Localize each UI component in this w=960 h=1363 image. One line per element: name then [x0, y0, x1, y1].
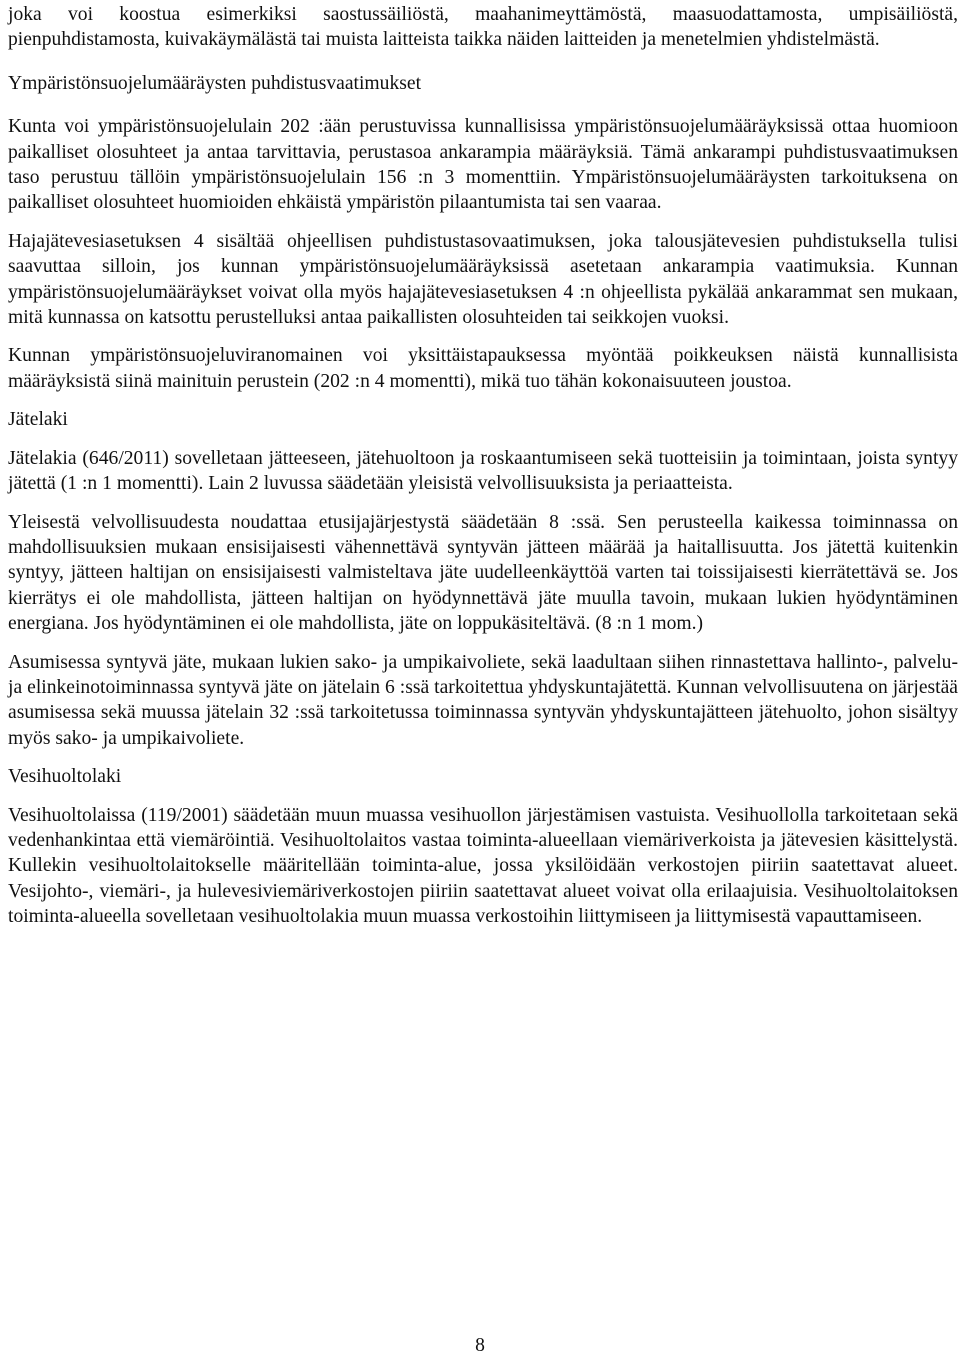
section-heading-vesihuoltolaki: Vesihuoltolaki: [8, 766, 122, 788]
section-heading-puhdistusvaatimukset: Ympäristönsuojelumääräysten puhdistusvaatimukset: [8, 72, 422, 94]
paragraph-continuation: joka voi koostua esimerkiksi saostussäiliöstä, maahanimeyttämöstä, maasuodattamosta, umpisäiliöstä, pienpuhdistamosta, kuivakäymälästä tai muista laitteista taikka näiden laitteiden ja menetelmien yhdistelmästä.: [8, 4, 958, 51]
page-number: 8: [475, 1335, 485, 1356]
paragraph-jatelakia: Jätelakia (646/2011) sovelletaan jätteeseen, jätehuoltoon ja roskaantumiseen sekä tuotteisiin ja toimintaan, joista syntyy jätettä (1 :n 1 momentti). Lain 2 luvussa säädetään yleisistä velvollisuuksista ja periaatteista.: [8, 447, 958, 495]
paragraph-etusijajarjestys: Yleisestä velvollisuudesta noudattaa etusijajärjestystä säädetään 8 :ssä. Sen perusteella kaikessa toiminnassa on mahdollisuuksien mukaan ensisijaisesti vähennettävä syntyvän jätteen määrää ja haitallisuutta. Jos jätettä kuitenkin syntyy, jätteen haltijan on ensisijaisesti valmisteltava jäte uudelleenkäyttöä varten tai toissijaisesti kierrätettävä se. Jos kierrätys ei ole mahdollista, jätteen haltijan on hyödynnettävä jäte muulla tavoin, mukaan lukien hyödyntäminen energiana. Jos hyödyntäminen ei ole mahdollista, jäte on loppukäsiteltävä. (8 :n 1 mom.): [8, 511, 958, 635]
section-heading-jatelaki: Jätelaki: [8, 409, 68, 431]
paragraph-hajajatevesiasetus: Hajajätevesiasetuksen 4 sisältää ohjeellisen puhdistustasovaatimuksen, joka talousjätevesien puhdistuksella tulisi saavuttaa silloin, jos kunnan ympäristönsuojelumääräyksissä asetetaan ankarampia vaatimuksia. Kunnan ympäristönsuojelumääräykset voivat olla myös hajajätevesiasetuksen 4 :n ohjeellista pykälää ankarammat sen mukaan, mitä kunnassa on katsottu perustelluksi antaa paikallisten olosuhteiden tai seikkojen vuoksi.: [8, 230, 958, 329]
document-page: [8, 2, 958, 930]
paragraph-kunta: Kunta voi ympäristönsuojelulain 202 :ään perustuvissa kunnallisissa ympäristönsuojelumääräyksissä ottaa huomioon paikalliset olosuhteet ja antaa tarvittavia, perustasoa ankarampia määräyksiä. Tämä ankarampi puhdistusvaatimuksen taso perustuu tällöin ympäristönsuojelulain 156 :n 3 momenttiin. Ympäristönsuojelumääräysten tarkoituksena on paikalliset olosuhteet huomioiden ehkäistä ympäristön pilaantumista tai sen vaaraa.: [8, 116, 958, 214]
paragraph-vesihuoltolaissa: Vesihuoltolaissa (119/2001) säädetään muun muassa vesihuollon järjestämisen vastuista. Vesihuollolla tarkoitetaan sekä vedenhankintaa että viemäröintiä. Vesihuoltolaitos vastaa toiminta-alueellaan viemäriverkoista ja jätevesien käsittelystä. Kullekin vesihuoltolaitokselle määritellään toiminta-alue, jossa yksilöidään verkostojen piiriin saatettavat alueet. Vesijohto-, viemäri-, ja hulevesiviemäriverkostojen piiriin saatettavat alueet voivat olla erilaajuisia. Vesihuoltolaitoksen toiminta-alueella sovelletaan vesihuoltolakia muun muassa verkostoihin liittymiseen ja liittymisestä vapauttamiseen.: [8, 804, 958, 928]
paragraph-asumisessa: Asumisessa syntyvä jäte, mukaan lukien sako- ja umpikaivoliete, sekä laadultaan siihen rinnastettava hallinto-, palvelu- ja elinkeinotoiminnassa syntyvä jäte on jätelain 6 :ssä tarkoitettua yhdyskuntajätettä. Kunnan velvollisuutena on järjestää asumisessa sekä muussa jätelain 32 :ssä tarkoitetussa toiminnassa syntyvän yhdyskuntajätteen jätehuolto, johon sisältyy myös sako- ja umpikaivoliete.: [8, 651, 958, 749]
paragraph-viranomainen: Kunnan ympäristönsuojeluviranomainen voi yksittäistapauksessa myöntää poikkeuksen näistä kunnallisista määräyksistä siinä mainituin perustein (202 :n 4 momentti), mikä tuo tähän kokonaisuuteen joustoa.: [8, 345, 958, 392]
